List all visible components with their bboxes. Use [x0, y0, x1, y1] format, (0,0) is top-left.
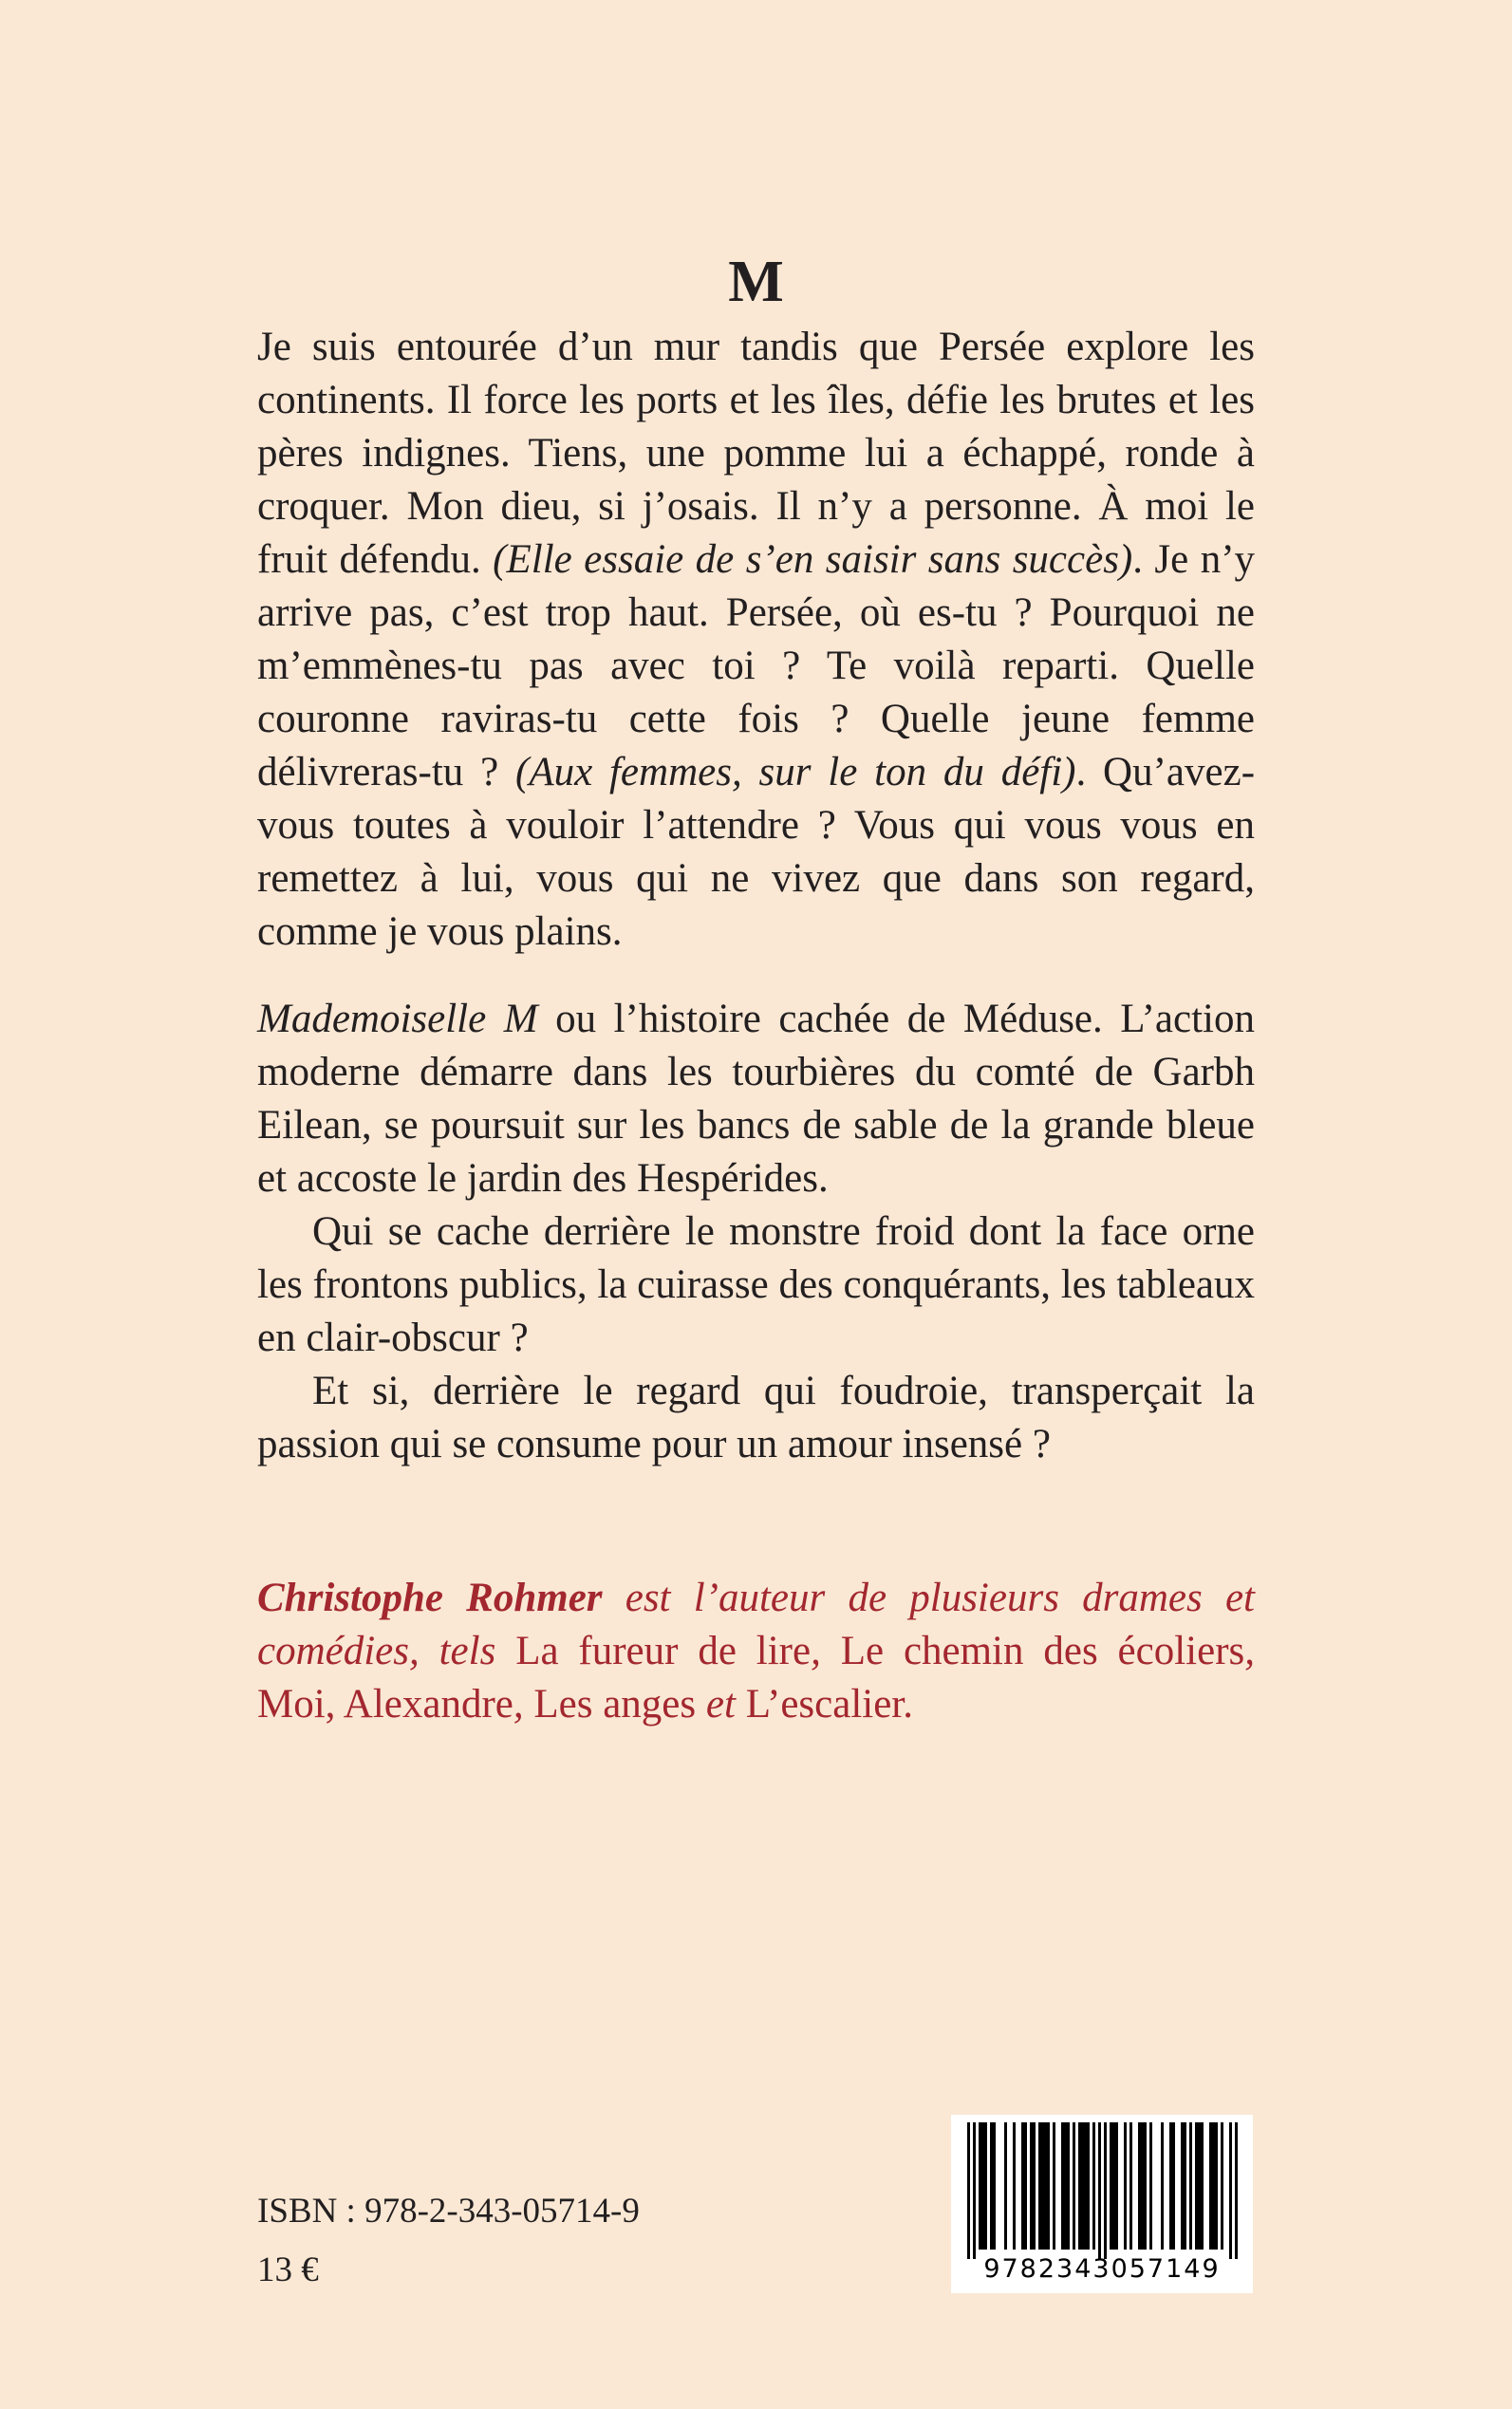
- barcode-bar: [1212, 2122, 1215, 2250]
- price-label: 13 €: [257, 2250, 319, 2289]
- barcode-bar: [1129, 2122, 1132, 2250]
- barcode-bar: [1172, 2122, 1175, 2250]
- barcode-bar: [1215, 2122, 1218, 2250]
- barcode-bar: [1038, 2122, 1041, 2250]
- barcode-bar: [1104, 2122, 1107, 2259]
- barcode-bar: [1112, 2122, 1115, 2250]
- barcode-bar: [1013, 2122, 1016, 2250]
- barcode-bar: [981, 2122, 984, 2250]
- excerpt-text: . Qu’avez-vous toutes à vouloir l’attendre ? Vous qui vous vous en remettez à lui, vous qui ne vivez que dans son regard, comme je vous plains.: [257, 750, 1256, 954]
- barcode-bar: [1073, 2122, 1075, 2250]
- barcode-bar: [1149, 2122, 1152, 2250]
- work-title: Moi, Alexandre: [257, 1682, 513, 1727]
- barcode-bar: [993, 2122, 996, 2250]
- barcode-bar: [1181, 2122, 1184, 2250]
- barcode-bar: [1092, 2122, 1095, 2250]
- barcode-bar: [984, 2122, 987, 2250]
- excerpt-paragraph: [257, 321, 1255, 959]
- barcode-bar: [1115, 2122, 1118, 2250]
- barcode-bar: [1201, 2122, 1204, 2250]
- author-bio: [257, 1572, 1255, 1731]
- work-title: Les anges: [533, 1682, 697, 1727]
- bio-text: ,: [513, 1682, 534, 1727]
- barcode-bar: [979, 2122, 981, 2250]
- page-title: M: [728, 250, 784, 314]
- stage-direction: (Elle essaie de s’en saisir sans succès): [493, 537, 1133, 582]
- barcode-bar: [1084, 2122, 1087, 2250]
- barcode-bar: [1087, 2122, 1090, 2250]
- barcode-bar: [1030, 2122, 1033, 2250]
- barcode-bar: [1004, 2122, 1007, 2250]
- barcode-bar: [1161, 2122, 1164, 2250]
- bio-text: est l’auteur de plusieurs drames et comédies, tels: [257, 1576, 1255, 1673]
- barcode-bar: [1081, 2122, 1084, 2250]
- barcode-bar: [1033, 2122, 1036, 2250]
- barcode-bar: [1021, 2122, 1024, 2250]
- bio-text: et: [696, 1682, 746, 1727]
- excerpt-text: Je suis entourée d’un mur tandis que Persée explore les continents. Il force les ports et les îles, défie les brutes et les pères indignes. Tiens, une pomme lui a échappé, ronde à croquer. Mon dieu, si j’osais. Il n’y a personne. À moi le fruit défendu.: [257, 325, 1255, 582]
- barcode-bar: [1044, 2122, 1047, 2250]
- bio-text: ,: [1244, 1629, 1256, 1673]
- isbn-label: ISBN : 978-2-343-05714-9: [257, 2192, 640, 2231]
- barcode-bar: [1184, 2122, 1186, 2250]
- blurb-paragraph: Et si, derrière le regard qui foudroie, transperçait la passion qui se consume pour un amour insensé ?: [257, 1369, 1255, 1466]
- barcode-number: 9782343057149: [983, 2254, 1221, 2284]
- work-title: Le chemin des écoliers: [840, 1629, 1245, 1673]
- blurb-paragraph: Qui se cache derrière le monstre froid dont la face orne les frontons publics, la cuirasse des conquérants, les tableaux en clair-obscur ?: [257, 1209, 1255, 1360]
- barcode-bar: [1053, 2122, 1055, 2250]
- work-title: La fureur de lire: [515, 1629, 812, 1673]
- barcode-bar: [1209, 2122, 1212, 2250]
- book-title: Mademoiselle M: [257, 997, 538, 1041]
- stage-direction: (Aux femmes, sur le ton du défi): [515, 750, 1076, 794]
- blurb-paragraph: [257, 993, 1255, 1205]
- author-name: Christophe Rohmer: [257, 1576, 603, 1620]
- barcode-bar: [1078, 2122, 1081, 2250]
- barcode-bar: [967, 2122, 970, 2259]
- bio-text: ,: [811, 1629, 841, 1673]
- barcode-bar: [1235, 2122, 1238, 2259]
- barcode-bar: [1144, 2122, 1147, 2250]
- barcode-bar: [1024, 2122, 1027, 2250]
- barcode-bar: [1061, 2122, 1064, 2250]
- blurb-text: ou l’histoire cachée de Méduse. L’action moderne démarre dans les tourbières du comté de Garbh Eilean, se poursuit sur les bancs de sable de la grande bleue et accoste le jardin des Hespérides.: [257, 997, 1255, 1201]
- barcode-bar: [1195, 2122, 1198, 2250]
- barcode-bar: [1124, 2122, 1127, 2250]
- work-title: L’escalier: [745, 1682, 904, 1727]
- barcode-bar: [1221, 2122, 1223, 2250]
- book-blurb: [257, 993, 1255, 1471]
- barcode-bar: [1141, 2122, 1144, 2250]
- barcode-bar: [1047, 2122, 1050, 2250]
- barcode: [951, 2115, 1253, 2293]
- barcode-bar: [1098, 2122, 1101, 2259]
- barcode-bar: [973, 2122, 976, 2259]
- excerpt-text: . Je n’y arrive pas, c’est trop haut. Persée, où es-tu ? Pourquoi ne m’emmènes-tu pas avec toi ? Te voilà reparti. Quelle couronne raviras-tu cette fois ? Quelle jeune femme délivreras-tu ?: [257, 537, 1256, 794]
- barcode-bar: [1138, 2122, 1141, 2250]
- barcode-bar: [1067, 2122, 1070, 2250]
- barcode-bar: [1041, 2122, 1044, 2250]
- barcode-bar: [1229, 2122, 1232, 2259]
- barcode-bar: [1169, 2122, 1172, 2250]
- barcode-bar: [1198, 2122, 1201, 2250]
- bio-text: .: [903, 1682, 913, 1727]
- barcode-bar: [1110, 2122, 1112, 2250]
- barcode-bar: [1189, 2122, 1192, 2250]
- barcode-bar: [1064, 2122, 1067, 2250]
- barcode-bar: [990, 2122, 993, 2250]
